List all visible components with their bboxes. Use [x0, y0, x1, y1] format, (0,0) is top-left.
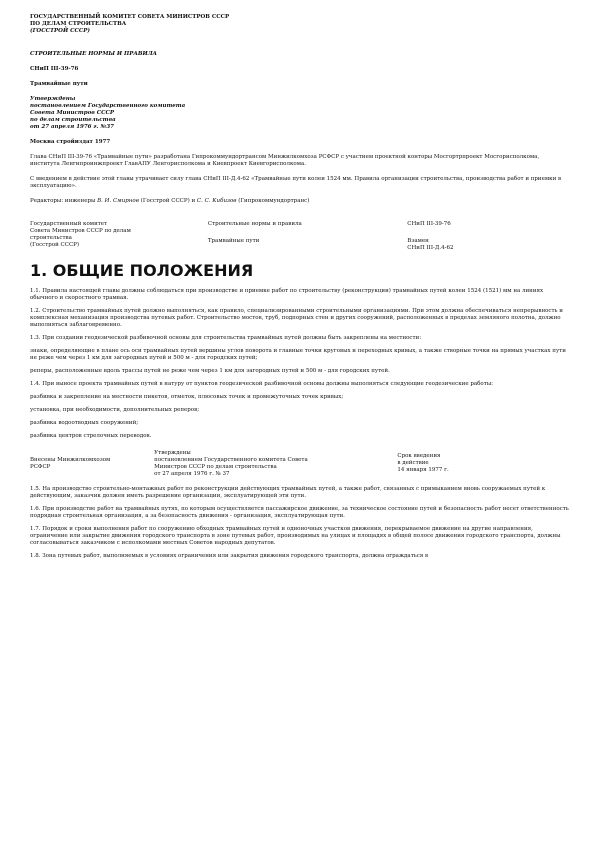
paragraph: 1.2. Строительство трамвайных путей должно выполняться, как правило, специализированными строительными организациями. При этом должна обеспечиваться непрерывность и комплексная механизация производства путевых работ. Строительство мостов, труб, подпорных стен и других сооружений, расположенных в пределах земляного полотна, должно выполняться заблаговременно. [30, 308, 563, 328]
org-line: строительства [30, 235, 72, 241]
paragraph: 1.6. При производстве работ на трамвайных путях, по которым осуществляется пассажирское движение, за техническое состояние путей и безопасность работ несет ответственность подрядная строительная организация, а за безопасность движения - организация, эксплуатирующая пути. [30, 506, 569, 519]
intro-line: Внесены Минжилкомхозом [30, 457, 111, 463]
norms-title: СТРОИТЕЛЬНЫЕ НОРМЫ И ПРАВИЛА [30, 51, 158, 57]
paragraph: разбивка и закрепление на местности пикетов, отметок, плюсовых точек и промежуточных точек кривых; [30, 394, 344, 400]
mid-line: Трамвайные пути [207, 238, 260, 244]
intro-line: от 27 апреля 1976 г. № 37 [154, 471, 230, 477]
intro-line: постановлением Государственного комитета Совета [154, 457, 308, 463]
intro-line: РСФСР [30, 464, 51, 470]
intro-table-col3 [397, 450, 547, 478]
paragraph: установка, при необходимости, дополнительных реперов; [30, 407, 200, 413]
org-line: Совета Министров СССР по делам [30, 228, 131, 234]
intro-table [30, 450, 547, 478]
org-line: Государственный комитет [30, 221, 108, 227]
mid-line: Строительные нормы и правила [207, 221, 302, 227]
header-table [30, 221, 569, 252]
paragraph: 1.4. При выносе проекта трамвайных путей в натуру от пунктов геодезической разбивочной основы должны выполняться следующие геодезические работы: [30, 381, 494, 387]
editors-prefix: Редакторы: инженеры [30, 198, 98, 204]
approval-line: Утверждены [30, 96, 76, 102]
approval-line: Совета Министров СССР [30, 110, 115, 116]
paragraph: знаки, определяющие в плане ось оси трамвайных путей вершины углов поворота и главные точки круговых и переходных кривых, а также створные точки на прямых участках пути не реже чем через 1 км для загородных путей и 500 м - для городских путей; [30, 348, 566, 361]
intro-table-col1 [30, 450, 154, 478]
intro-paragraph: Глава СНиП III-39-76 «Трамвайные пути» разработана Гипрокоммундортрансом Минжилкомхоза РСФСР с участием проектной конторы Мосгортрпроект Мосгорисполкома, института Ленгипроинжпроект ГлавАПУ Ленгорисполкома и Киевпроект Киевгорисполкома. [30, 154, 540, 167]
right-line: СНиП III-39-76 [407, 221, 451, 227]
paragraph: 1.1. Правила настоящей главы должны соблюдаться при производстве и приемке работ по строительству (реконструкции) трамвайных путей колеи 1524 (1521) мм на линиях обычного и скоростного трамвая. [30, 288, 544, 301]
publisher: Москва стройиздат 1977 [30, 139, 111, 145]
paragraph: 1.8. Зона путевых работ, выполняемых в условиях ограничения или закрытия движения городского транспорта, должна ограждаться в [30, 553, 429, 559]
editor-name: В. И. Смирнов [97, 198, 139, 204]
approval-block [30, 96, 569, 131]
approval-line: от 27 апреля 1976 г. №37 [30, 124, 114, 130]
header-table-org [30, 221, 208, 252]
editors-middle: (Госстрой СССР) и [138, 198, 197, 204]
editor-name: С. С. Кибизов [196, 198, 237, 204]
editors-line [30, 198, 569, 205]
intro-line: в действие [397, 460, 429, 466]
intro-line: 14 января 1977 г. [397, 467, 449, 473]
intro-table-col2 [154, 450, 397, 478]
document-subject: Трамвайные пути [30, 81, 88, 87]
header-line: ГОСУДАРСТВЕННЫЙ КОМИТЕТ СОВЕТА МИНИСТРОВ СССР [30, 14, 230, 20]
right-line: СНиП III-Д.4-62 [407, 245, 454, 251]
org-line: (Госстрой СССР) [30, 242, 80, 248]
header-table-mid [208, 221, 407, 252]
header-line: ПО ДЕЛАМ СТРОИТЕЛЬСТВА [30, 21, 127, 27]
paragraph: разбивка центров стрелочных переводов. [30, 433, 152, 439]
intro-line: Утверждены [154, 450, 191, 456]
header-line: (ГОССТРОЙ СССР) [30, 28, 90, 34]
intro-line: Министров СССР по делам строительства [154, 464, 277, 470]
paragraph: 1.5. На производство строительно-монтажных работ по реконструкции действующих трамвайных путей, а также работ, связанных с примыканием вновь сооружаемых путей к действующим, заказчик должен иметь разрешение организации, эксплуатирующей эти пути. [30, 486, 546, 499]
document-code: СНиП III-39-76 [30, 66, 79, 72]
paragraph: 1.3. При создании геодезической разбивочной основы для строительства трамвайных путей должны быть закреплены на местности: [30, 335, 422, 341]
editors-suffix: (Гипрокоммундортранс) [236, 198, 310, 204]
section-title: 1. ОБЩИЕ ПОЛОЖЕНИЯ [30, 261, 254, 280]
header-table-right [407, 221, 569, 252]
paragraph: реперы, расположенные вдоль трассы путей не реже чем через 1 км для загородных путей и 500 м - для городских путей. [30, 368, 390, 374]
right-line: Взамен [407, 238, 429, 244]
paragraph: 1.7. Порядок и сроки выполнения работ по сооружению обходных трамвайных путей и одноночных участков движения, перекрываемое движение на другие направления, ограничение или закрытие движения городского транспорта в зоне путевых работ, производимых на улицах и площадях в общей полосе движения городского транспорта, должны согласовываться заказчиком с исполкомами местных Советов народных депутатов. [30, 526, 561, 546]
replace-paragraph: С введением в действие этой главы утрачивает силу глава СНиП III-Д.4-62 «Трамвайные пути колеи 1524 мм. Правила организации строительства, производства работ и приемки в эксплуатацию». [30, 176, 562, 189]
paragraph: разбивка водоотводных сооружений; [30, 420, 139, 426]
approval-line: по делам строительства [30, 117, 116, 123]
intro-line: Срок введения [397, 453, 441, 459]
approval-line: постановлением Государственного комитета [30, 103, 186, 109]
document-header [30, 14, 569, 35]
